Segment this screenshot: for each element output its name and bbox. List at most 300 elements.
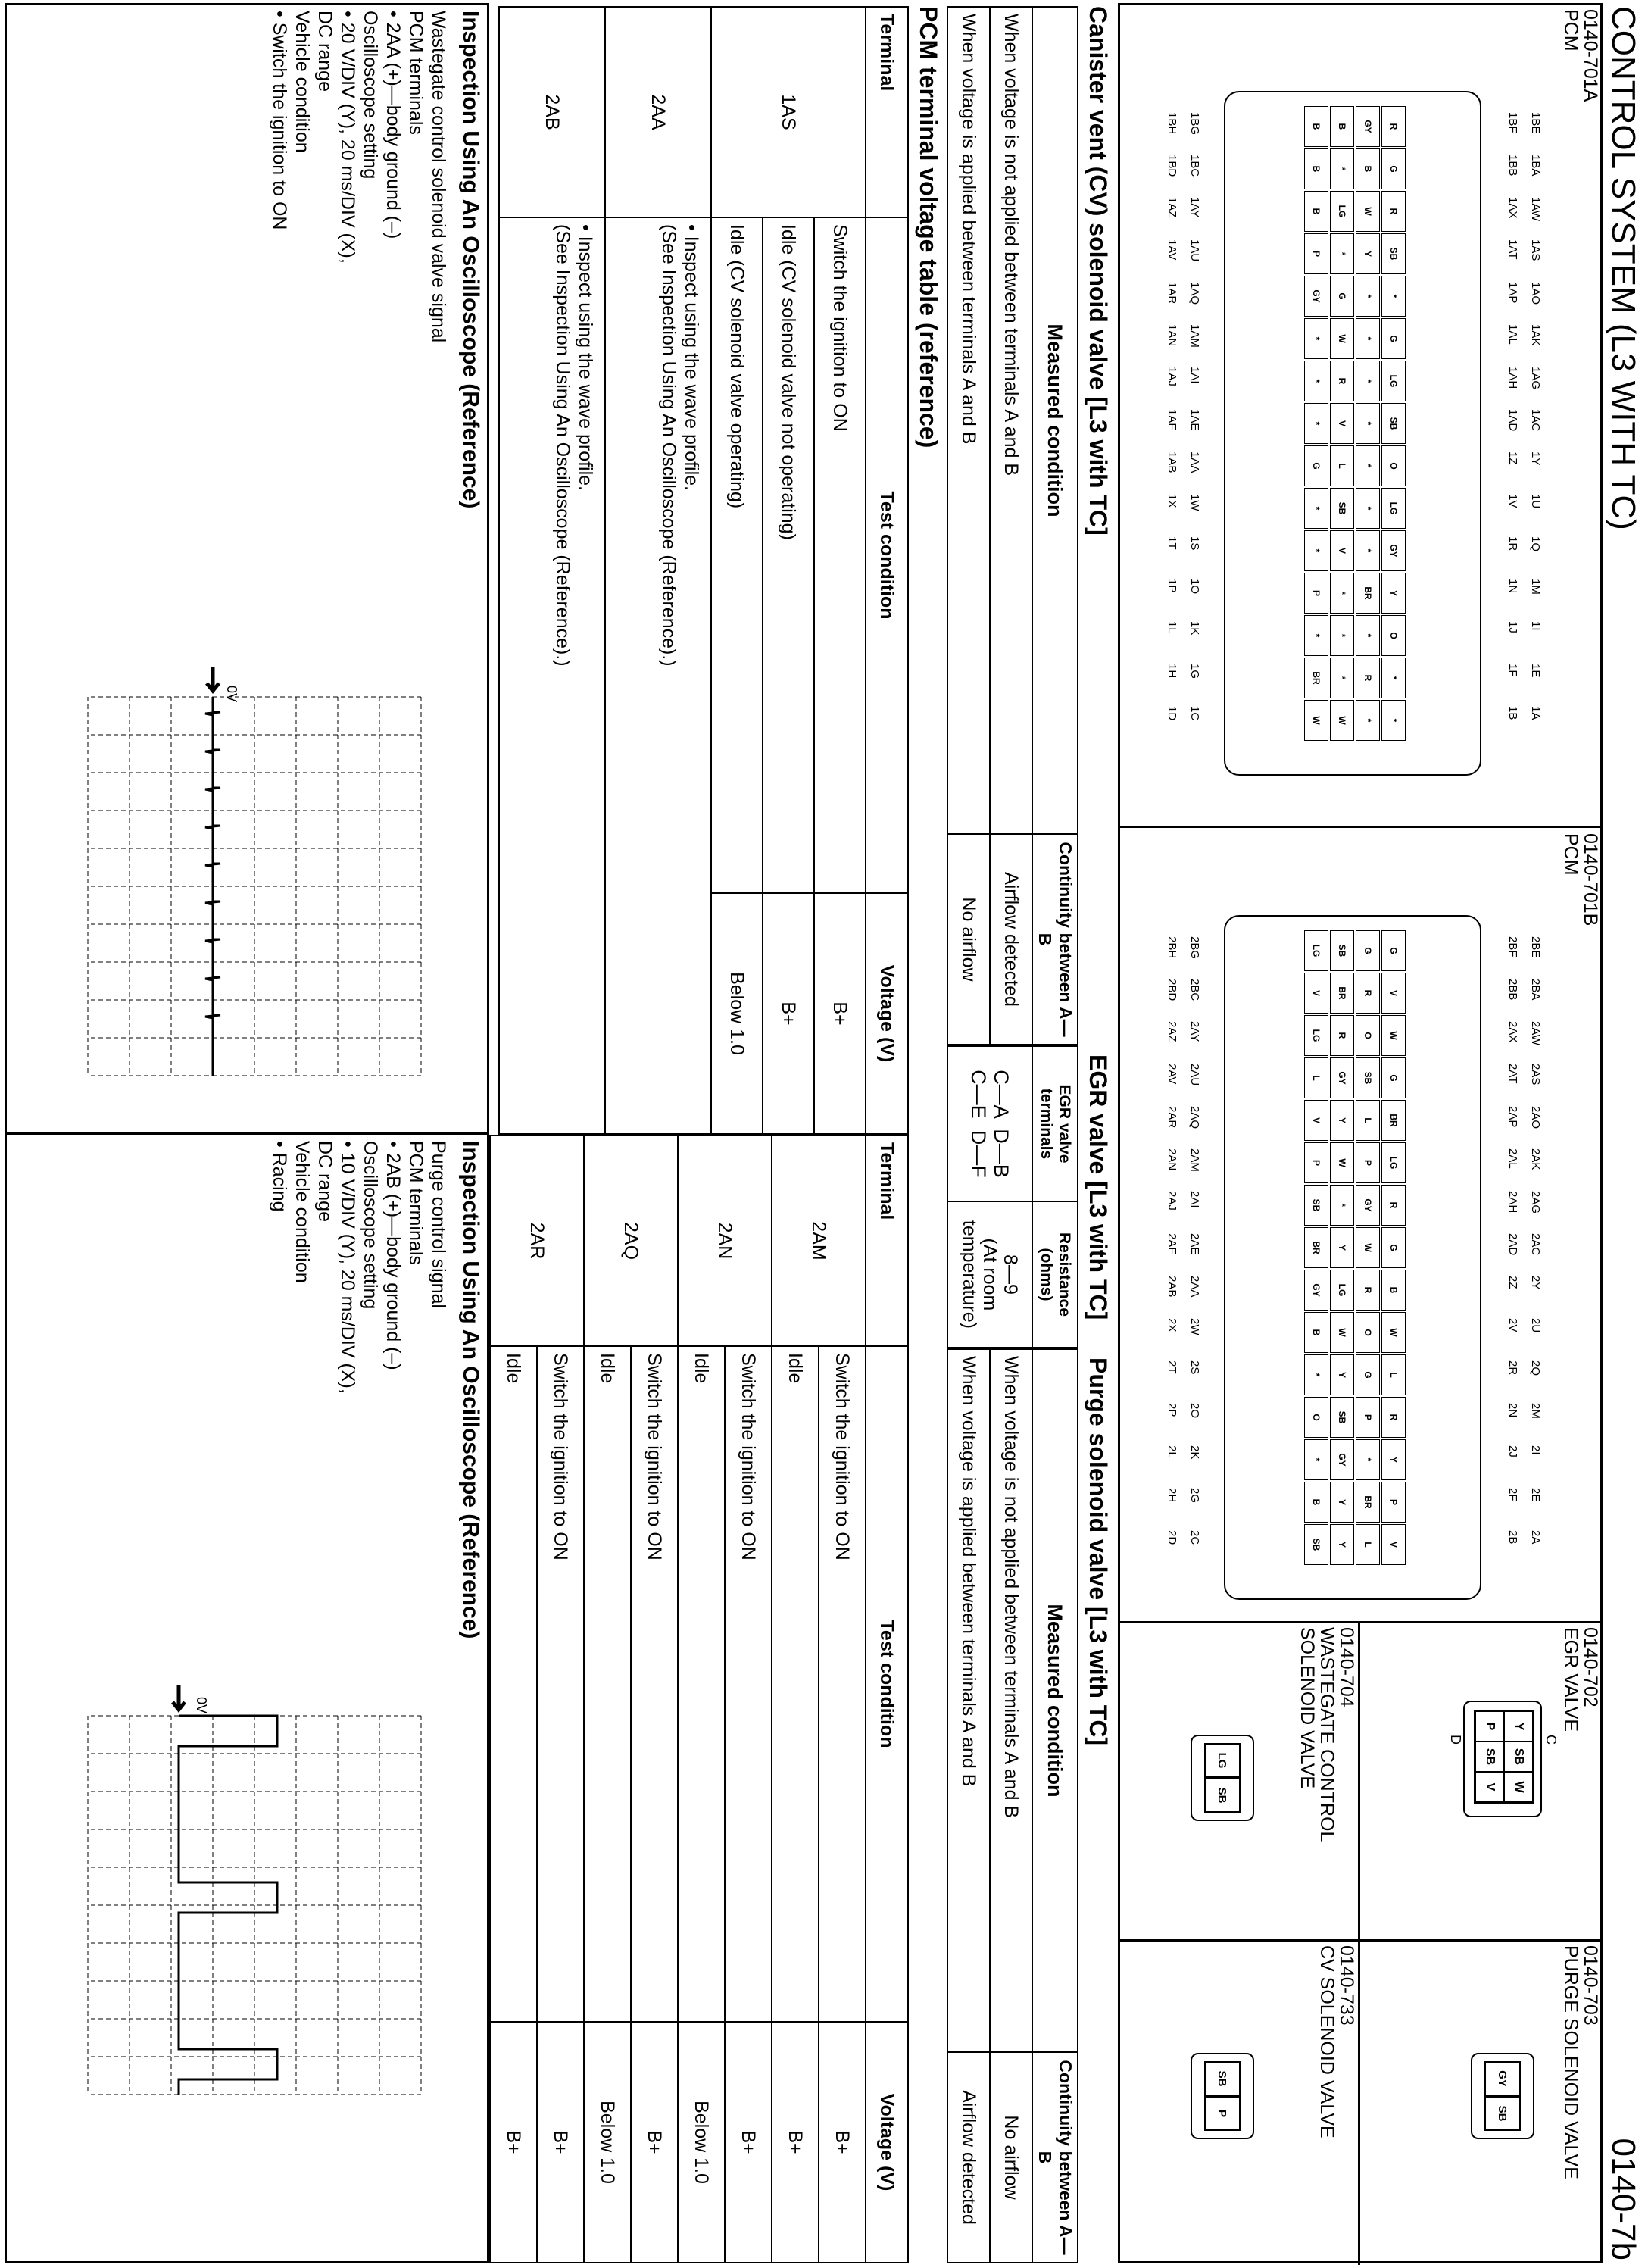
pcm-a-pin-label: 1AN (1166, 324, 1178, 347)
pcm-a-pin: LG (1381, 361, 1406, 401)
pcm-a-pin-label: 1AW (1529, 197, 1542, 221)
pcm-b-pin-label: 2G (1188, 1488, 1201, 1504)
pcm-a-pin: W (1330, 700, 1354, 741)
pcm-b-code: 0140-701B (1580, 833, 1601, 926)
pcm-a-pin-label: 1BA (1529, 155, 1542, 177)
connector-divider-4 (1358, 1621, 1360, 2265)
pcm-a-pin-label: 1AH (1506, 367, 1519, 389)
pcm-b-pin: B (1304, 1482, 1328, 1523)
pcm-terminal-2aq: 2AQ (584, 1136, 678, 1346)
pcm-b-pin: W (1330, 1142, 1354, 1183)
pcm-b-pin-label: 2T (1166, 1360, 1178, 1374)
pcm-2am-volt-1: B+ (819, 2022, 866, 2263)
canister-table (947, 6, 1078, 1045)
pcm-left-header-test: Test condition (866, 217, 908, 893)
pcm-a-pin-label: 1AR (1166, 282, 1178, 305)
pcm-right-header-terminal: Terminal (866, 1136, 908, 1346)
pcm-b-pin-label: 2AR (1166, 1106, 1178, 1129)
pcm-1as-volt-2: B+ (763, 893, 814, 1134)
pcm-a-pin-label: 1Z (1506, 451, 1519, 465)
pcm-b-pin-label: 2Q (1529, 1360, 1542, 1376)
pcm-a-pin-label: 1M (1529, 579, 1542, 595)
egr-pin-2: SB (1504, 1742, 1533, 1772)
pcm-a-pin: V (1330, 403, 1354, 444)
pcm-a-pin: R (1356, 658, 1380, 698)
pcm-a-pin-label: 1AO (1529, 282, 1542, 305)
pcm-b-pin-label: 2U (1529, 1318, 1542, 1333)
pcm-a-pin-label: 1AM (1188, 324, 1201, 348)
pcm-a-pin-label: 1S (1188, 536, 1201, 551)
pcm-b-pin-label: 2AZ (1166, 1021, 1178, 1042)
pcm-a-pin-label: 1AX (1506, 197, 1519, 219)
pcm-a-pin: * (1356, 361, 1380, 401)
egr-connector-body (1463, 1701, 1542, 1817)
pcm-a-pin-label: 1AC (1529, 409, 1542, 432)
pcm-a-pin-label: 1Q (1529, 536, 1542, 552)
scope-left-line-7: Vehicle condition (292, 11, 313, 153)
pcm-2aa-cond: • Inspect using the wave profile. (See Inspection Using An Oscilloscope (Reference).) (605, 217, 711, 1134)
pcm-b-pin: B (1381, 1270, 1406, 1311)
egr-pin-6: V (1475, 1772, 1504, 1802)
egr-header-terminals: EGR valve terminals (1032, 1046, 1078, 1201)
pcm-a-pin: * (1356, 403, 1380, 444)
pcm-b-pin: R (1356, 973, 1380, 1014)
pcm-a-pin-label: 1X (1166, 494, 1178, 508)
purge-row-1-result: No airflow (990, 2052, 1032, 2263)
scope-right-lines (268, 1141, 450, 1394)
page-title: CONTROL SYSTEM (L3 WITH TC) (1605, 6, 1642, 530)
pcm-a-pin: * (1356, 488, 1380, 529)
scope-left-line-3: • 2AA (+)—body ground (–) (382, 11, 404, 239)
pcm-a-pin: G (1381, 148, 1406, 189)
pcm-a-pin-label: 1K (1188, 621, 1201, 636)
pcm-a-pin: * (1356, 276, 1380, 317)
pcm-a-pin: V (1330, 530, 1354, 571)
pcm-a-pin-label: 1AU (1188, 239, 1201, 262)
pcm-a-pin-label: 1AJ (1166, 367, 1178, 386)
pcm-b-pin-label: 2AY (1188, 1021, 1201, 1042)
scope-divider (5, 1132, 489, 1135)
pcm-a-pin: GY (1304, 276, 1328, 317)
wastegate-connector-name1: WASTEGATE CONTROL (1316, 1627, 1337, 1842)
pcm-2ar-cond-1: Switch the ignition to ON (537, 1346, 584, 2022)
scope-left-graph (80, 667, 429, 1091)
pcm-a-pin-label: 1V (1506, 494, 1519, 508)
pcm-b-pin-label: 2AC (1529, 1233, 1542, 1256)
pcm-a-pin-label: 1AD (1506, 409, 1519, 432)
pcm-b-pin-label: 2AD (1506, 1233, 1519, 1256)
pcm-b-pin-label: 2AL (1506, 1148, 1519, 1169)
pcm-b-pin: W (1330, 1312, 1354, 1353)
pcm-terminal-1as: 1AS (711, 7, 866, 217)
egr-pin-4: P (1475, 1711, 1504, 1742)
pcm-a-pin-label: 1C (1188, 706, 1201, 721)
egr-table (947, 1045, 1078, 1348)
pcm-a-pin: R (1330, 361, 1354, 401)
pcm-b-pin-label: 2AT (1506, 1064, 1519, 1084)
pcm-a-pin: * (1304, 488, 1328, 529)
pcm-a-pin: SB (1330, 488, 1354, 529)
egr-pin-3: W (1504, 1772, 1533, 1802)
pcm-b-pin-label: 2A (1529, 1530, 1542, 1545)
canister-row-1-result: Airflow detected (990, 834, 1032, 1045)
pcm-a-pin: B (1304, 191, 1328, 232)
pcm-b-connector (1133, 870, 1557, 1627)
purge-row-2-condition: When voltage is applied between terminals A and B (947, 1349, 990, 2052)
pcm-a-pin: B (1304, 148, 1328, 189)
pcm-2ar-cond-2: Idle (490, 1346, 537, 2022)
pcm-a-pin-label: 1T (1166, 536, 1178, 550)
pcm-2an-cond-1: Switch the ignition to ON (725, 1346, 772, 2022)
pcm-b-pin-label: 2S (1188, 1360, 1201, 1375)
scope-left-zero-label: 0V (224, 686, 239, 703)
egr-connector-name: EGR VALVE (1560, 1627, 1581, 1732)
pcm-left-header-terminal: Terminal (866, 7, 908, 217)
pcm-2an-cond-2: Idle (678, 1346, 725, 2022)
pcm-a-pin: * (1330, 573, 1354, 614)
scope-right-title: Inspection Using An Oscilloscope (Reference) (458, 1141, 483, 1639)
purge-header-condition: Measured condition (1032, 1349, 1078, 2052)
pcm-b-pin: GY (1330, 1057, 1354, 1098)
pcm-b-pin-label: 2BF (1506, 936, 1519, 957)
pcm-a-pin-label: 1AY (1188, 197, 1201, 218)
pcm-b-pin-label: 2BC (1188, 979, 1201, 1001)
purge-table (947, 1348, 1078, 2263)
pcm-b-pin: G (1381, 1057, 1406, 1098)
pcm-terminal-2aa: 2AA (605, 7, 711, 217)
scope-right-line-6: DC range (314, 1141, 336, 1222)
pcm-terminal-2an: 2AN (678, 1136, 772, 1346)
pcm-b-pin-label: 2AN (1166, 1148, 1178, 1171)
pcm-b-pin: BR (1330, 973, 1354, 1014)
pcm-b-pin: LG (1304, 930, 1328, 971)
pcm-b-pin-label: 2BH (1166, 936, 1178, 959)
page-id: 0140-7b (1605, 2138, 1642, 2260)
pcm-a-pin-label: 1AE (1188, 409, 1201, 431)
pcm-a-pin-label: 1AF (1166, 409, 1178, 430)
cv-connector-body (1191, 2053, 1254, 2139)
pcm-right-header-test: Test condition (866, 1346, 908, 2022)
pcm-a-pin-label: 1H (1166, 664, 1178, 679)
pcm-a-pin: BR (1356, 573, 1380, 614)
pcm-b-pin-label: 2AJ (1166, 1191, 1178, 1211)
pcm-b-pin: SB (1304, 1524, 1328, 1565)
pcm-b-pin-label: 2V (1506, 1318, 1519, 1332)
pcm-b-pin-label: 2P (1166, 1403, 1178, 1417)
pcm-a-pin-label: 1AS (1529, 239, 1542, 261)
pcm-a-pin-label: 1BF (1506, 112, 1519, 133)
pcm-a-pin-label: 1P (1166, 579, 1178, 593)
pcm-b-pin-label: 2AB (1166, 1276, 1178, 1298)
pcm-b-pin: * (1304, 1354, 1328, 1395)
pcm-b-pin: L (1381, 1354, 1406, 1395)
pcm-a-pin: * (1356, 530, 1380, 571)
pcm-b-pin: W (1381, 1312, 1406, 1353)
purge-header-continuity: Continuity between A—B (1032, 2052, 1078, 2263)
pcm-b-pin-label: 2C (1188, 1530, 1201, 1545)
pcm-a-pin-label: 1F (1506, 664, 1519, 677)
pcm-a-pin-label: 1Y (1529, 451, 1542, 466)
wastegate-connector-body (1191, 1735, 1254, 1821)
pcm-a-pin: P (1304, 233, 1328, 274)
pcm-b-pin-label: 2AE (1188, 1233, 1201, 1255)
pcm-b-pin: O (1304, 1397, 1328, 1438)
pcm-a-pin-label: 1D (1166, 706, 1178, 721)
egr-pin-5: SB (1475, 1742, 1504, 1772)
pcm-a-pin-label: 1BD (1166, 155, 1178, 177)
scope-left-arrow-icon (207, 667, 219, 691)
pcm-1as-volt-3: Below 1.0 (711, 893, 763, 1134)
pcm-b-pin-label: 2J (1506, 1445, 1519, 1457)
pcm-a-pin: G (1330, 276, 1354, 317)
purge-row-1-condition: When voltage is not applied between terminals A and B (990, 1349, 1032, 2052)
pcm-b-pin: G (1356, 1354, 1380, 1395)
pcm-a-pin-label: 1N (1506, 579, 1519, 594)
pcm-2ab-cond: • Inspect using the wave profile. (See Inspection Using An Oscilloscope (Reference).) (499, 217, 605, 1134)
pcm-b-pin-label: 2AV (1166, 1064, 1178, 1085)
pcm-b-pin-label: 2M (1529, 1403, 1542, 1419)
pcm-right-header-voltage: Voltage (V) (866, 2022, 908, 2263)
pcm-a-pin-label: 1AB (1166, 451, 1178, 473)
pcm-b-pin: V (1381, 1524, 1406, 1565)
pcm-terminal-2ar: 2AR (490, 1136, 584, 1346)
pcm-a-pin: * (1304, 615, 1328, 656)
pcm-b-pin-label: 2AK (1529, 1148, 1542, 1170)
pcm-2an-volt-2: Below 1.0 (678, 2022, 725, 2263)
pcm-a-pin: R (1381, 106, 1406, 147)
pcm-a-pin-label: 1AK (1529, 324, 1542, 346)
scope-left-line-4: Oscilloscope setting (360, 11, 381, 180)
scope-right-line-8: • Racing (269, 1141, 290, 1212)
pcm-b-pin-label: 2BA (1529, 979, 1542, 1001)
pcm-a-pin-label: 1AP (1506, 282, 1519, 304)
pcm-a-pin: * (1381, 700, 1406, 741)
pcm-b-pin-label: 2H (1166, 1488, 1178, 1503)
pcm-b-pin-label: 2BD (1166, 979, 1178, 1001)
pcm-b-pin-label: 2D (1166, 1530, 1178, 1545)
pcm-a-pin-label: 1O (1188, 579, 1201, 595)
pcm-b-pin-label: 2AO (1529, 1106, 1542, 1129)
purge-connector-code: 0140-703 (1580, 1945, 1601, 2026)
pcm-b-pin-label: 2N (1506, 1403, 1519, 1418)
pcm-b-pin-label: 2AX (1506, 1021, 1519, 1043)
wastegate-pin-2: SB (1204, 1778, 1241, 1813)
pcm-b-pin-label: 2BB (1506, 979, 1519, 1001)
pcm-terminal-2ab: 2AB (499, 7, 605, 217)
pcm-b-pin: SB (1304, 1185, 1328, 1226)
scope-right-line-5: • 10 V/DIV (Y), 20 ms/DIV (X), (337, 1141, 358, 1394)
egr-letter-c: C (1543, 1735, 1559, 1745)
scope-left-line-8: • Switch the ignition to ON (269, 11, 290, 230)
pcm-a-pin-label: 1BB (1506, 155, 1519, 177)
purge-pin-2: SB (1484, 2096, 1521, 2131)
pcm-a-pin-label: 1AT (1506, 239, 1519, 260)
pcm-b-pin: R (1381, 1185, 1406, 1226)
pcm-2ar-volt-2: B+ (490, 2022, 537, 2263)
wastegate-connector-name2: SOLENOID VALVE (1297, 1627, 1318, 1789)
scope-right-graph (80, 1685, 429, 2110)
pcm-2aq-volt-2: Below 1.0 (584, 2022, 631, 2263)
pcm-b-pin-label: 2AM (1188, 1148, 1201, 1172)
pcm-b-pin: P (1304, 1142, 1328, 1183)
pcm-b-pin: GY (1304, 1270, 1328, 1311)
connector-divider-1 (1118, 826, 1603, 828)
pcm-b-pin: * (1356, 1439, 1380, 1480)
pcm-left-header-voltage: Voltage (V) (866, 893, 908, 1134)
pcm-a-pin-label: 1BG (1188, 112, 1201, 136)
pcm-b-pin: SB (1356, 1057, 1380, 1098)
pcm-a-pin: B (1330, 106, 1354, 147)
pcm-b-pin-label: 2AH (1506, 1191, 1519, 1214)
purge-title: Purge solenoid valve [L3 with TC] (1085, 1357, 1112, 1746)
pcm-b-pin: GY (1356, 1185, 1380, 1226)
pcm-b-pin-label: 2E (1529, 1488, 1542, 1502)
pcm-b-pin-label: 2L (1166, 1445, 1178, 1458)
egr-letter-d: D (1448, 1735, 1463, 1745)
pcm-a-pin-label: 1AA (1188, 451, 1201, 473)
pcm-2aq-volt-1: B+ (631, 2022, 678, 2263)
pcm-b-pin: Y (1330, 1482, 1354, 1523)
pcm-b-pin: P (1356, 1397, 1380, 1438)
pcm-b-pin-label: 2BG (1188, 936, 1201, 960)
pcm-a-pin-label: 1G (1188, 664, 1201, 679)
scope-left-line-1: Wastegate control solenoid valve signal (428, 11, 449, 343)
pcm-b-pin: LG (1381, 1142, 1406, 1183)
connector-divider-3 (1118, 1939, 1603, 1942)
pcm-a-pin: * (1304, 318, 1328, 359)
egr-connector-code: 0140-702 (1580, 1627, 1601, 1707)
pcm-b-pin: GY (1330, 1439, 1354, 1480)
pcm-b-pin-label: 2B (1506, 1530, 1519, 1545)
purge-pin-1: GY (1484, 2061, 1521, 2096)
scope-left-line-5: • 20 V/DIV (Y), 20 ms/DIV (X), (337, 11, 358, 264)
pcm-a-pin: * (1304, 361, 1328, 401)
pcm-b-pin: G (1381, 930, 1406, 971)
pcm-b-pin: O (1356, 1015, 1380, 1056)
pcm-1as-volt-1: B+ (814, 893, 866, 1134)
pcm-a-pin: G (1381, 318, 1406, 359)
pcm-b-pin: L (1356, 1524, 1380, 1565)
pcm-a-pin: W (1304, 700, 1328, 741)
pcm-a-pin-label: 1I (1529, 621, 1542, 631)
pcm-b-pin-label: 2AF (1166, 1233, 1178, 1254)
pcm-a-pin-label: 1AG (1529, 367, 1542, 390)
pcm-b-pin: G (1356, 930, 1380, 971)
purge-row-2-result: Airflow detected (947, 2052, 990, 2263)
scope-right-zero-label: 0V (194, 1697, 209, 1714)
pcm-a-pin: * (1330, 233, 1354, 274)
pcm-a-pin-label: 1AV (1166, 239, 1178, 261)
pcm-b-pin: SB (1330, 1397, 1354, 1438)
pcm-1as-cond-3: Idle (CV solenoid valve operating) (711, 217, 763, 893)
pcm-b-pin-label: 2AW (1529, 1021, 1542, 1045)
pcm-b-pin: Y (1330, 1524, 1354, 1565)
pcm-b-pin: Y (1381, 1439, 1406, 1480)
cv-pin-1: SB (1204, 2061, 1241, 2096)
canister-row-1-condition: When voltage is not applied between terminals A and B (990, 7, 1032, 834)
pcm-a-pin: Y (1381, 573, 1406, 614)
pcm-a-pin-label: 1R (1506, 536, 1519, 551)
egr-title: EGR valve [L3 with TC] (1085, 1054, 1112, 1320)
scope-right-arrow-icon (173, 1685, 185, 1710)
pcm-a-connector (1133, 45, 1557, 803)
pcm-b-pin: SB (1330, 930, 1354, 971)
pcm-b-pin: P (1356, 1142, 1380, 1183)
pcm-b-pin: R (1381, 1397, 1406, 1438)
pcm-b-pin: Y (1330, 1227, 1354, 1268)
pcm-b-pin-label: 2X (1166, 1318, 1178, 1332)
cv-connector-code: 0140-733 (1336, 1945, 1357, 2026)
pcm-a-pin: G (1304, 445, 1328, 486)
pcm-a-pin-label: 1BE (1529, 112, 1542, 134)
pcm-a-pin: GY (1356, 106, 1380, 147)
pcm-a-pin: * (1356, 445, 1380, 486)
pcm-a-pin: Y (1356, 233, 1380, 274)
pcm-a-pin-label: 1B (1506, 706, 1519, 720)
pcm-b-pin: BR (1304, 1227, 1328, 1268)
egr-header-resistance: Resistance (ohms) (1032, 1201, 1078, 1348)
pcm-b-pin-label: 2AA (1188, 1276, 1201, 1298)
pcm-b-name: PCM (1560, 833, 1581, 876)
pcm-a-pin-label: 1E (1529, 664, 1542, 678)
pcm-b-pin-label: 2AG (1529, 1191, 1542, 1214)
canister-title: Canister vent (CV) solenoid valve [L3 with TC] (1085, 6, 1112, 536)
scope-right-line-3: • 2AB (+)—body ground (–) (382, 1141, 404, 1370)
pcm-a-pin: B (1304, 106, 1328, 147)
pcm-a-pin: R (1381, 191, 1406, 232)
pcm-2aq-cond-1: Switch the ignition to ON (631, 1346, 678, 2022)
purge-connector-body (1471, 2053, 1534, 2139)
pcm-a-pin-label: 1U (1529, 494, 1542, 509)
pcm-b-pin-label: 2BE (1529, 936, 1542, 958)
pcm-b-pin: O (1356, 1312, 1380, 1353)
pcm-a-pin-label: 1W (1188, 494, 1201, 511)
pcm-a-pin: * (1356, 318, 1380, 359)
pcm-a-pin: * (1356, 615, 1380, 656)
pcm-2aq-cond-2: Idle (584, 1346, 631, 2022)
pcm-b-pin-label: 2AU (1188, 1064, 1201, 1086)
canister-row-2-result: No airflow (947, 834, 990, 1045)
canister-header-continuity: Continuity between A—B (1032, 834, 1078, 1045)
pcm-a-pin: P (1304, 573, 1328, 614)
pcm-b-pin: W (1356, 1227, 1380, 1268)
pcm-a-pin: * (1356, 700, 1380, 741)
pcm-b-pin-label: 2O (1188, 1403, 1201, 1419)
pcm-a-pin: L (1330, 445, 1354, 486)
scope-right-line-2: PCM terminals (405, 1141, 426, 1265)
pcm-b-pin: LG (1304, 1015, 1328, 1056)
pcm-a-pin: * (1304, 403, 1328, 444)
pcm-b-pin: V (1304, 973, 1328, 1014)
pcm-a-pin: BR (1304, 658, 1328, 698)
pcm-voltage-right (489, 1135, 909, 2263)
wastegate-connector-code: 0140-704 (1336, 1627, 1357, 1707)
pcm-b-pin: G (1381, 1227, 1406, 1268)
pcm-a-pin: B (1356, 148, 1380, 189)
pcm-2am-cond-2: Idle (772, 1346, 819, 2022)
pcm-b-pin: W (1381, 1015, 1406, 1056)
pcm-a-pin: LG (1381, 488, 1406, 529)
pcm-a-pin: W (1356, 191, 1380, 232)
canister-header-condition: Measured condition (1032, 7, 1078, 834)
pcm-a-pin-label: 1BC (1188, 155, 1201, 177)
egr-resistance-value: 8—9 (At room temperature) (947, 1201, 1032, 1348)
pcm-a-pin: * (1304, 530, 1328, 571)
pcm-b-pin-label: 2AS (1529, 1064, 1542, 1086)
cv-connector-name: CV SOLENOID VALVE (1316, 1945, 1337, 2138)
pcm-b-pin: R (1356, 1270, 1380, 1311)
pcm-b-pin: V (1304, 1100, 1328, 1141)
